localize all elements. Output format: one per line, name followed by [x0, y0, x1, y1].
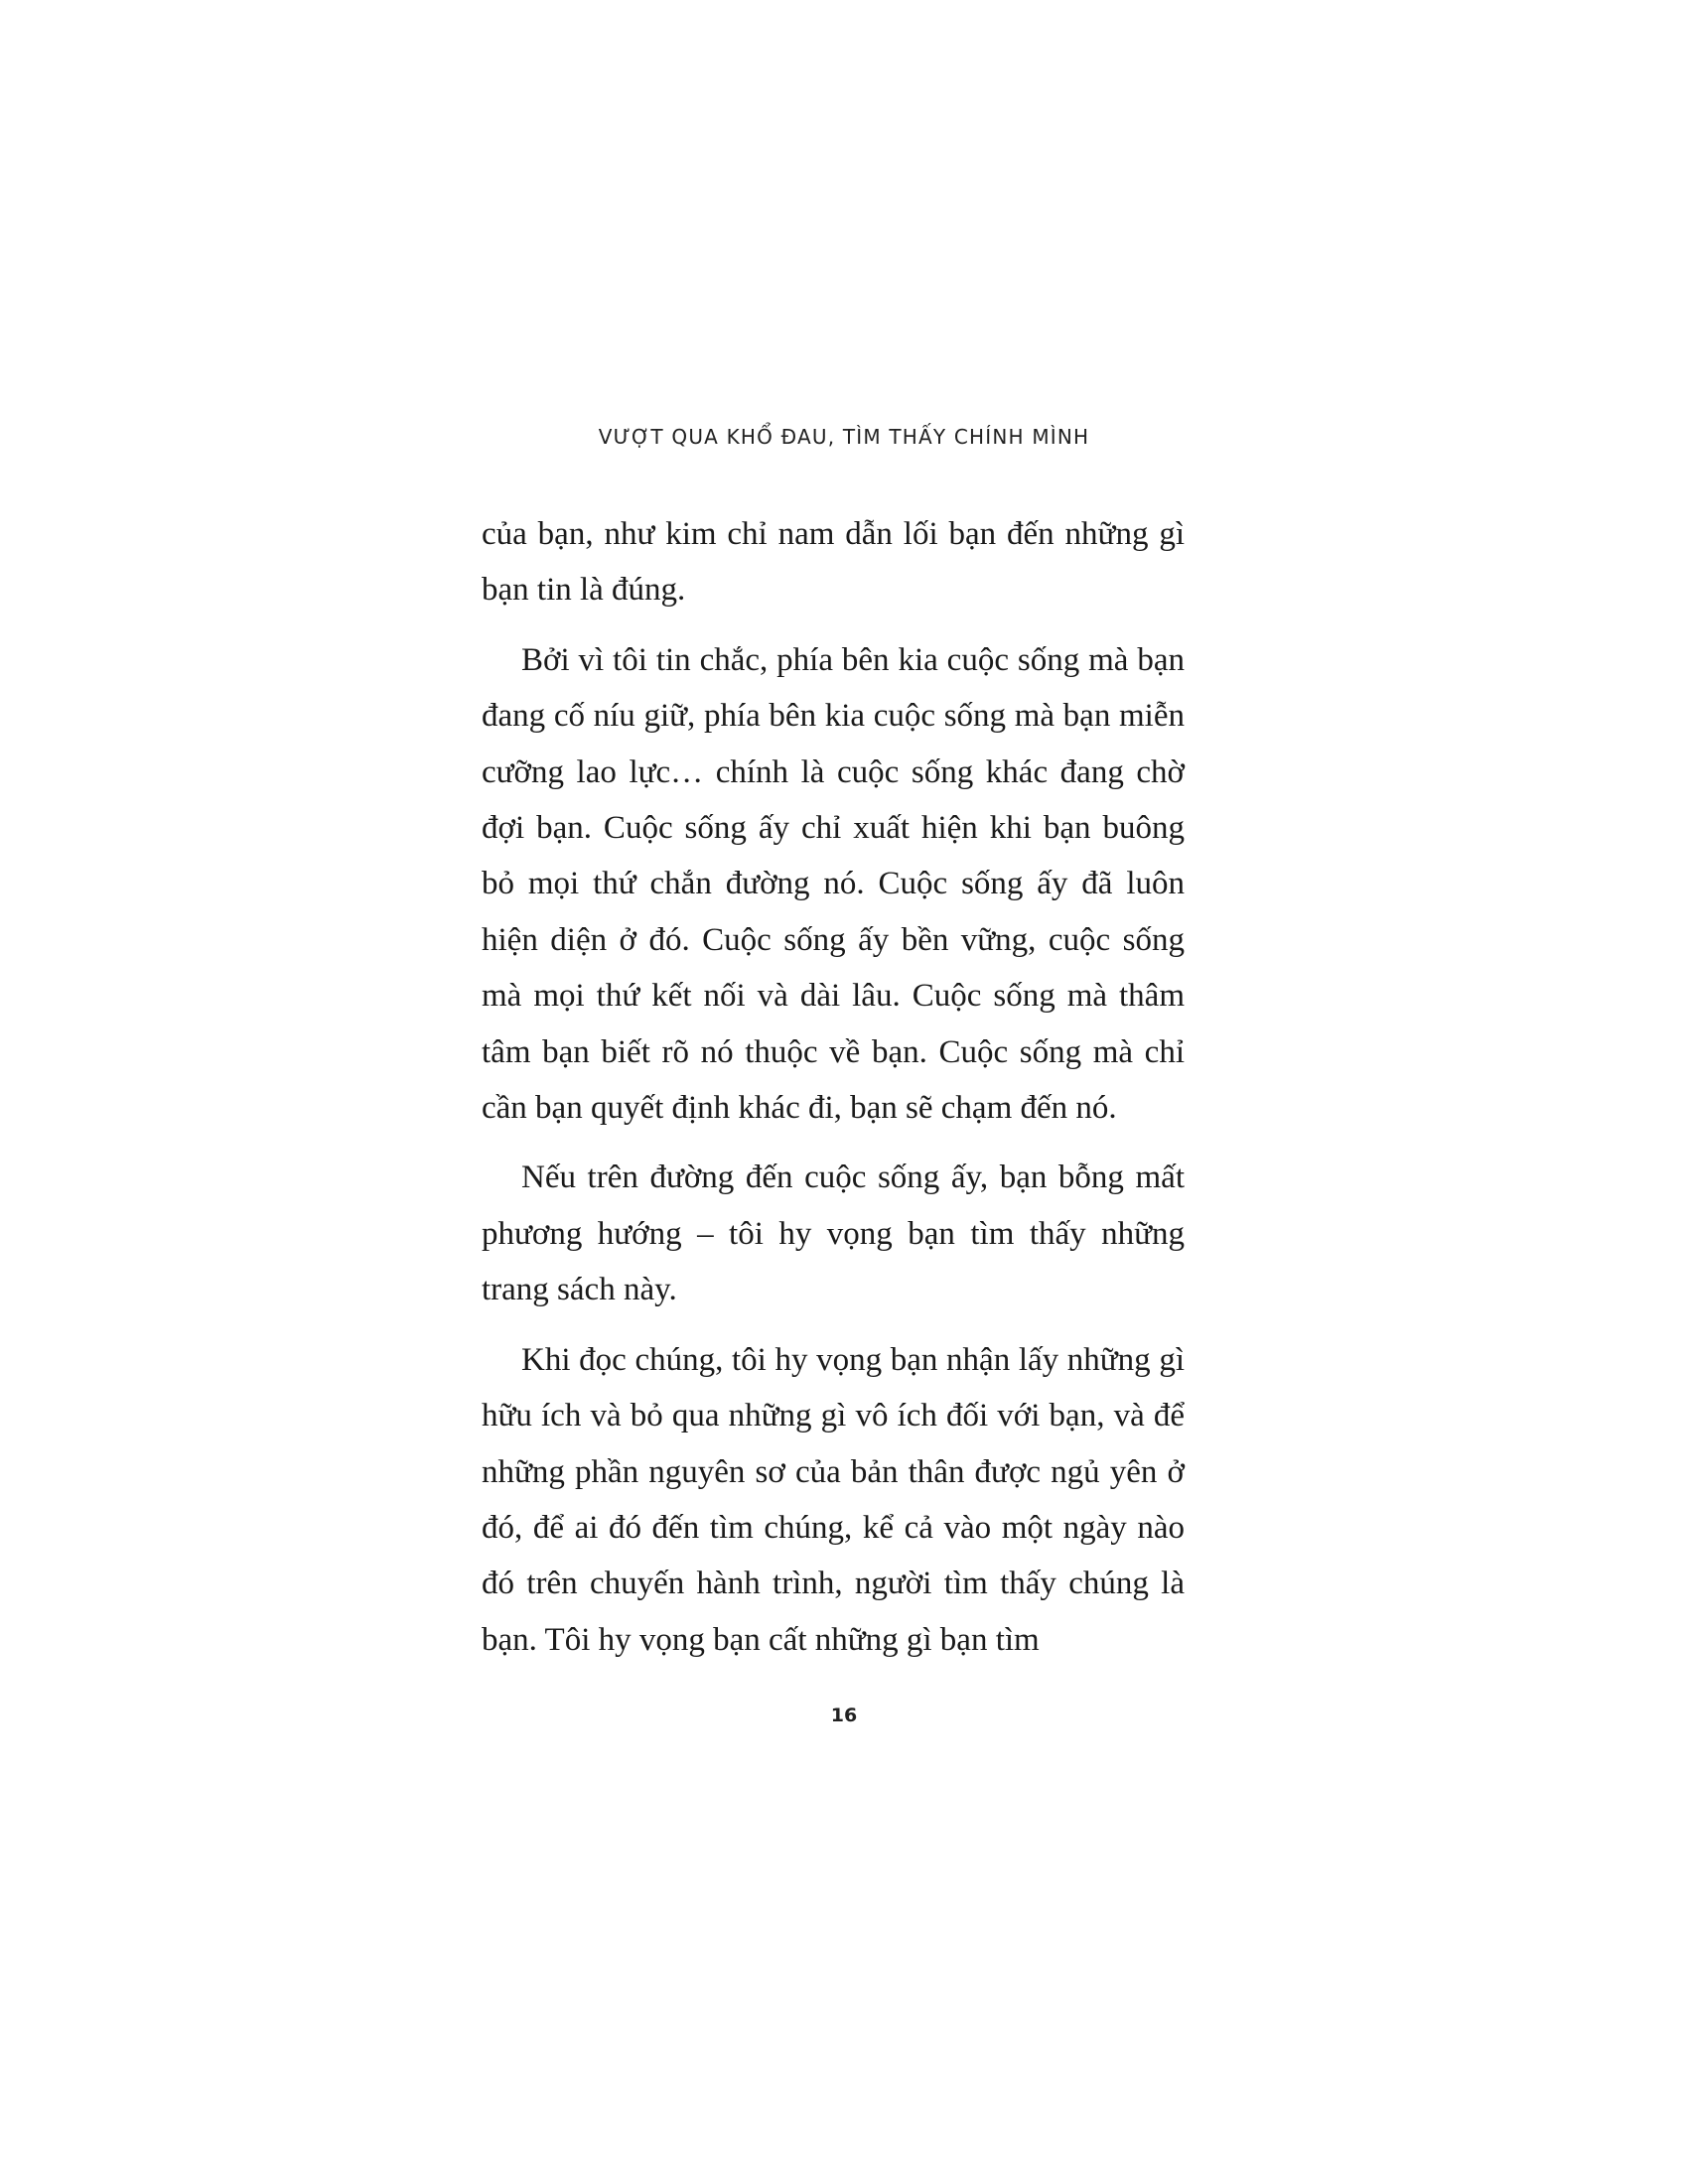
paragraph: Bởi vì tôi tin chắc, phía bên kia cuộc sống mà bạn đang cố níu giữ, phía bên kia cuộc sống mà bạn miễn cưỡng lao lực… chính là cuộc sống khác đang chờ đợi bạn. Cuộc sống ấy chỉ xuất hiện khi bạn buông bỏ mọi thứ chắn đường nó. Cuộc sống ấy đã luôn hiện diện ở đó. Cuộc sống ấy bền vững, cuộc sống mà mọi thứ kết nối và dài lâu. Cuộc sống mà thâm tâm bạn biết rõ nó thuộc về bạn. Cuộc sống mà chỉ cần bạn quyết định khác đi, bạn sẽ chạm đến nó.	[482, 641, 1185, 1127]
paragraph: Nếu trên đường đến cuộc sống ấy, bạn bỗng mất phương hướng – tôi hy vọng bạn tìm thấy những trang sách này.	[482, 1160, 1185, 1308]
body-text	[482, 506, 1185, 1682]
paragraph-continuation: của bạn, như kim chỉ nam dẫn lối bạn đến những gì bạn tin là đúng.	[482, 516, 1185, 609]
paragraph: Khi đọc chúng, tôi hy vọng bạn nhận lấy những gì hữu ích và bỏ qua những gì vô ích đối với bạn, và để những phần nguyên sơ của bản thân được ngủ yên ở đó, để ai đó đến tìm chúng, kể cả vào một ngày nào đó trên chuyến hành trình, người tìm thấy chúng là bạn. Tôi hy vọng bạn cất những gì bạn tìm	[482, 1341, 1185, 1658]
page-number: 16	[830, 1705, 858, 1726]
running-header: VƯỢT QUA KHỔ ĐAU, TÌM THẤY CHÍNH MÌNH	[598, 425, 1090, 449]
